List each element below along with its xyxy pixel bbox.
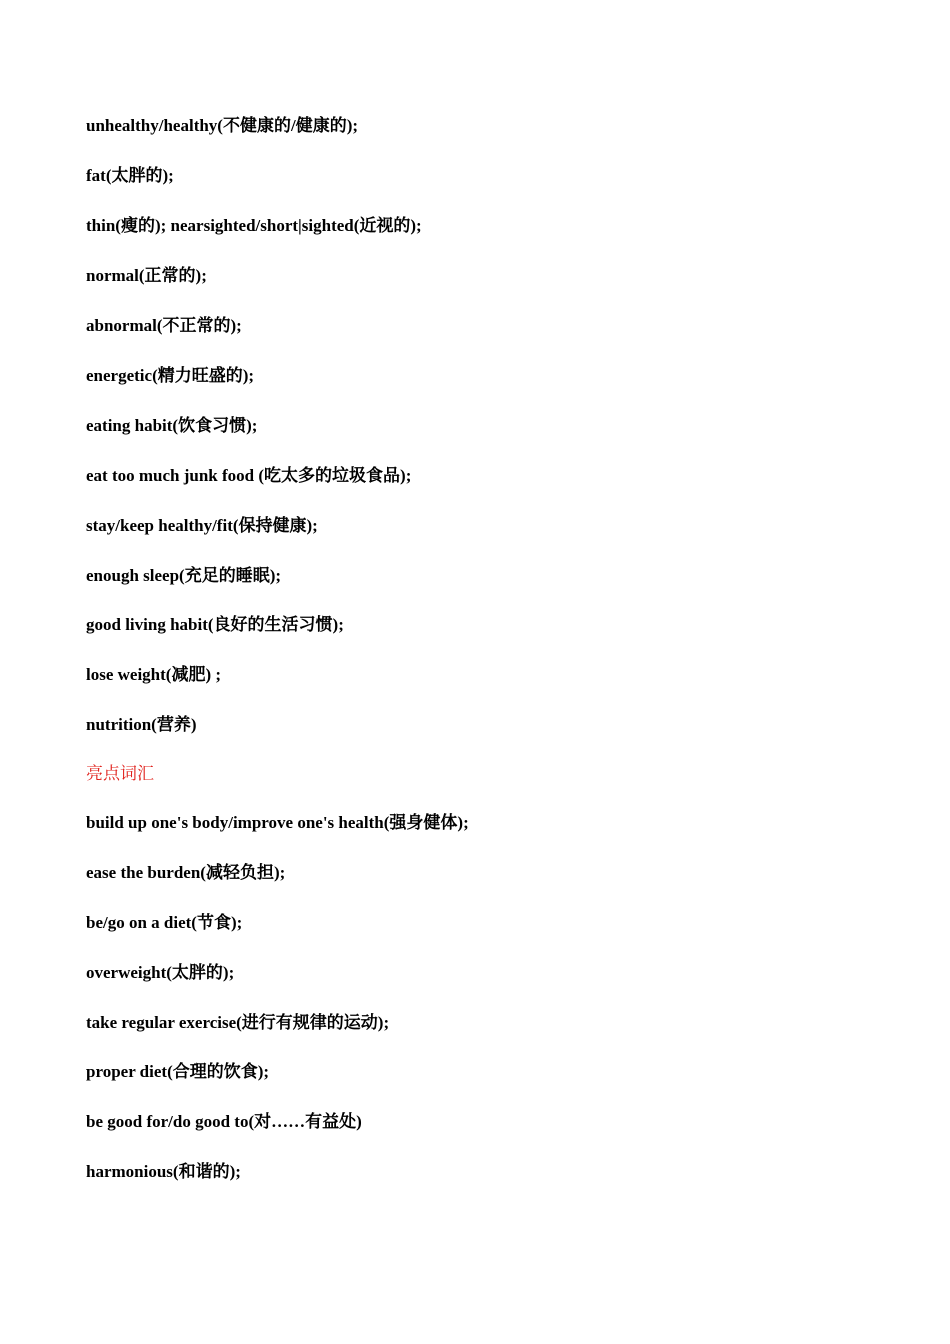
highlight-line-ease-burden: ease the burden(减轻负担); xyxy=(86,863,286,882)
highlight-line-overweight: overweight(太胖的); xyxy=(86,963,235,982)
vocab-line-abnormal: abnormal(不正常的); xyxy=(86,316,242,335)
vocab-line-unhealthy-healthy: unhealthy/healthy(不健康的/健康的); xyxy=(86,116,359,135)
highlight-line-harmonious: harmonious(和谐的); xyxy=(86,1162,241,1181)
vocab-line-junk-food: eat too much junk food (吃太多的垃圾食品); xyxy=(86,466,412,485)
highlight-line-diet: be/go on a diet(节食); xyxy=(86,913,243,932)
vocab-line-nutrition: nutrition(营养) xyxy=(86,715,197,734)
vocab-line-fat: fat(太胖的); xyxy=(86,166,174,185)
highlight-vocab-heading: 亮点词汇 xyxy=(86,764,154,783)
vocab-line-thin-nearsighted: thin(瘦的); nearsighted/short|sighted(近视的); xyxy=(86,216,422,235)
vocab-line-stay-healthy: stay/keep healthy/fit(保持健康); xyxy=(86,516,318,535)
highlight-line-proper-diet: proper diet(合理的饮食); xyxy=(86,1062,270,1081)
vocab-line-living-habit: good living habit(良好的生活习惯); xyxy=(86,615,344,634)
vocab-line-enough-sleep: enough sleep(充足的睡眠); xyxy=(86,566,282,585)
highlight-line-regular-exercise: take regular exercise(进行有规律的运动); xyxy=(86,1013,390,1032)
vocab-line-lose-weight: lose weight(减肥) ; xyxy=(86,665,222,684)
vocab-line-eating-habit: eating habit(饮食习惯); xyxy=(86,416,258,435)
vocab-line-normal: normal(正常的); xyxy=(86,266,207,285)
highlight-line-build-up-body: build up one's body/improve one's health(强身健体); xyxy=(86,813,469,832)
highlight-line-good-for: be good for/do good to(对……有益处) xyxy=(86,1112,362,1131)
vocab-line-energetic: energetic(精力旺盛的); xyxy=(86,366,255,385)
